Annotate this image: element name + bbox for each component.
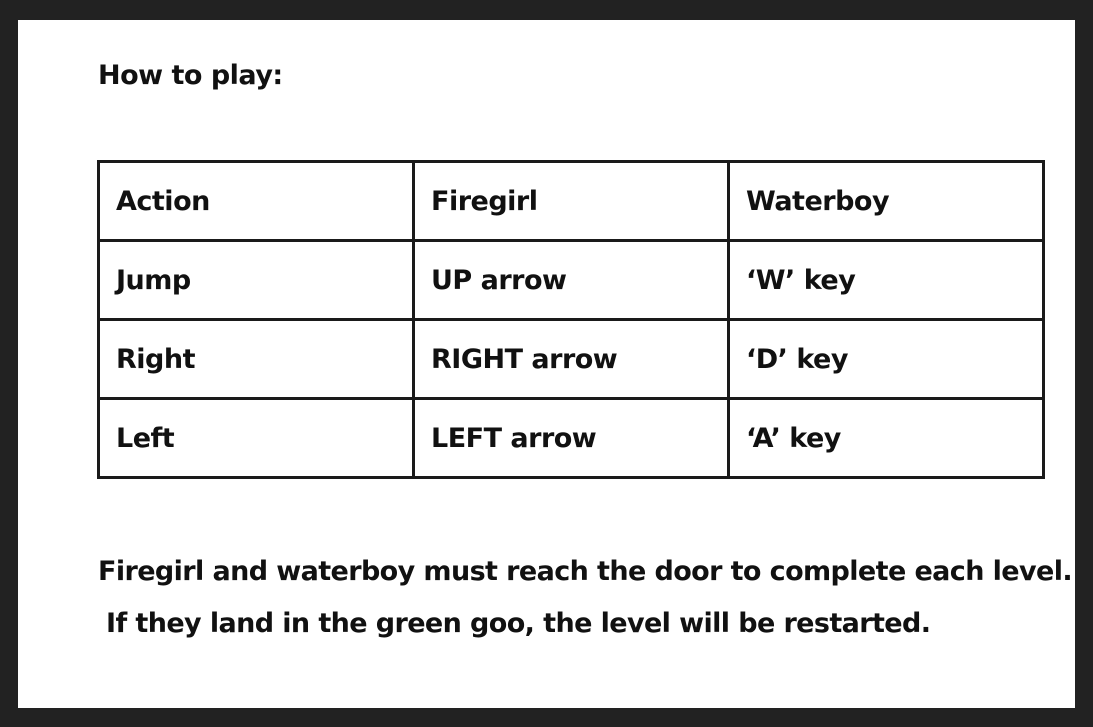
- action-cell: Right: [99, 320, 414, 399]
- header-firegirl: Firegirl: [414, 162, 729, 241]
- header-waterboy: Waterboy: [729, 162, 1044, 241]
- controls-table: [97, 160, 1045, 479]
- goo-warning-instruction: If they land in the green goo, the level will be restarted.: [106, 608, 931, 639]
- firegirl-key-cell: RIGHT arrow: [414, 320, 729, 399]
- goal-instruction: Firegirl and waterboy must reach the door to complete each level.: [98, 556, 1073, 587]
- table-row: [99, 320, 1044, 399]
- how-to-play-title: How to play:: [98, 60, 283, 91]
- table-header-row: [99, 162, 1044, 241]
- waterboy-key-cell: ‘A’ key: [729, 399, 1044, 478]
- firegirl-key-cell: UP arrow: [414, 241, 729, 320]
- instructions-panel: [18, 20, 1075, 708]
- firegirl-key-cell: LEFT arrow: [414, 399, 729, 478]
- waterboy-key-cell: ‘W’ key: [729, 241, 1044, 320]
- action-cell: Jump: [99, 241, 414, 320]
- action-cell: Left: [99, 399, 414, 478]
- waterboy-key-cell: ‘D’ key: [729, 320, 1044, 399]
- table-row: [99, 241, 1044, 320]
- table-row: [99, 399, 1044, 478]
- header-action: Action: [99, 162, 414, 241]
